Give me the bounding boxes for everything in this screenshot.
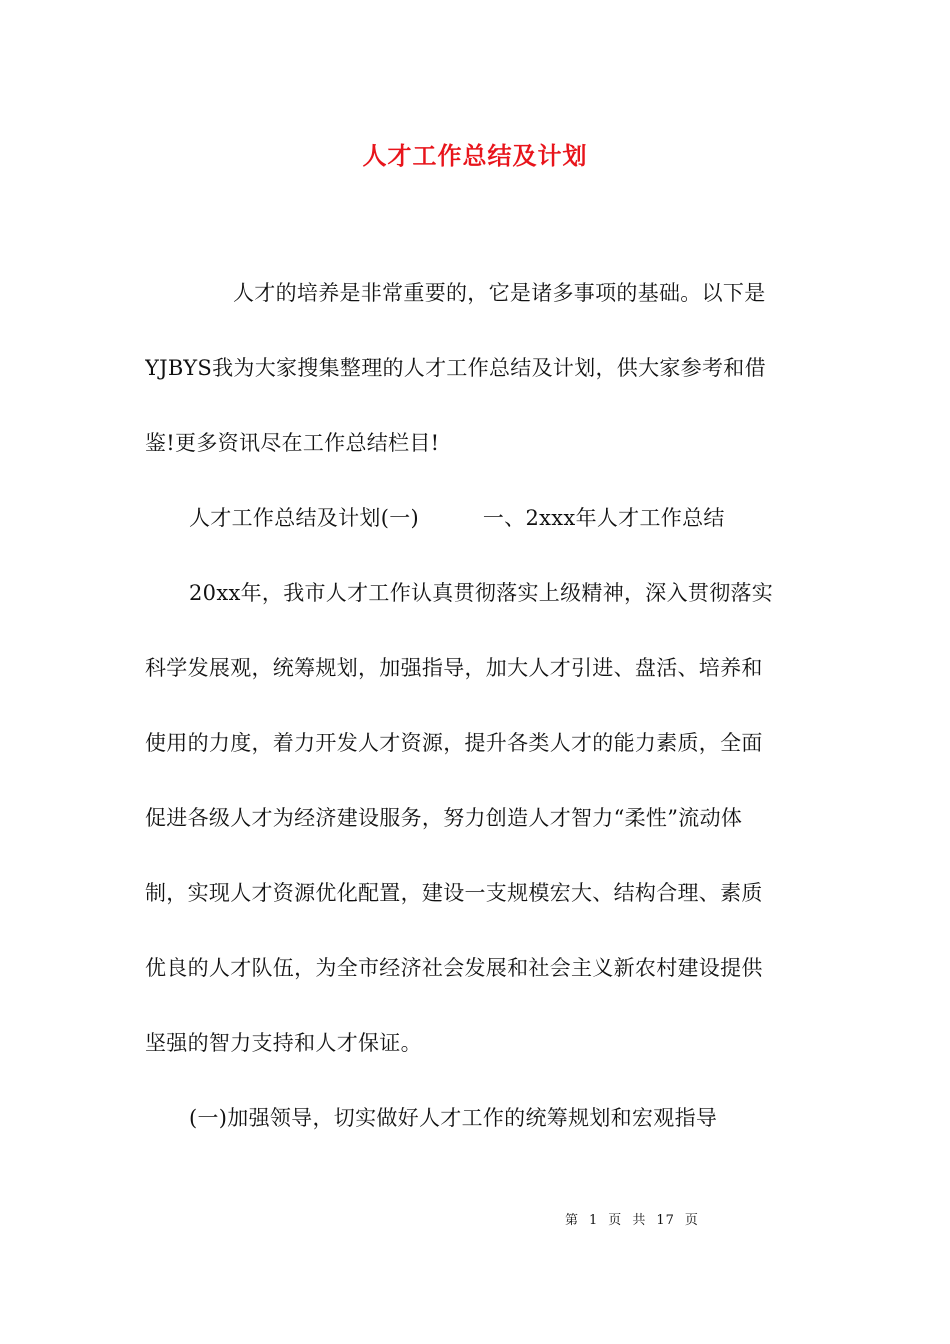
footer-page-prefix: 第 (565, 1213, 580, 1228)
body-line-11: 坚强的智力支持和人才保证。 (145, 1031, 422, 1055)
footer-total-prefix: 共 (632, 1213, 647, 1228)
body-line-5: 20xx年，我市人才工作认真贯彻落实上级精神，深入贯彻落实 (189, 581, 774, 605)
body-line-1: 人才的培养是非常重要的，它是诸多事项的基础。以下是 (233, 281, 766, 305)
body-line-9: 制，实现人才资源优化配置，建设一支规模宏大、结构合理、素质 (145, 881, 763, 905)
document-body (145, 256, 805, 1156)
document-title: 人才工作总结及计划 (362, 141, 588, 170)
page-footer (560, 1209, 704, 1228)
footer-page-mid: 页 (608, 1213, 623, 1228)
body-line-10: 优良的人才队伍，为全市经济社会发展和社会主义新农村建设提供 (145, 956, 763, 980)
body-line-3: 鉴!更多资讯尽在工作总结栏目! (145, 431, 440, 455)
section-heading-line: 人才工作总结及计划(一) 一、2xxx年人才工作总结 (189, 506, 725, 530)
footer-total-suffix: 页 (684, 1213, 699, 1228)
body-line-7: 使用的力度，着力开发人才资源，提升各类人才的能力素质，全面 (145, 731, 763, 755)
subsection-heading-line: (一)加强领导，切实做好人才工作的统筹规划和宏观指导 (189, 1106, 718, 1130)
footer-page-number: 1 (589, 1213, 599, 1228)
footer-total-pages: 17 (656, 1213, 675, 1228)
body-line-2: YJBYS我为大家搜集整理的人才工作总结及计划，供大家参考和借 (145, 356, 766, 380)
body-line-6: 科学发展观，统筹规划，加强指导，加大人才引进、盘活、培养和 (145, 656, 763, 680)
body-line-8: 促进各级人才为经济建设服务，努力创造人才智力“柔性”流动体 (145, 806, 743, 830)
